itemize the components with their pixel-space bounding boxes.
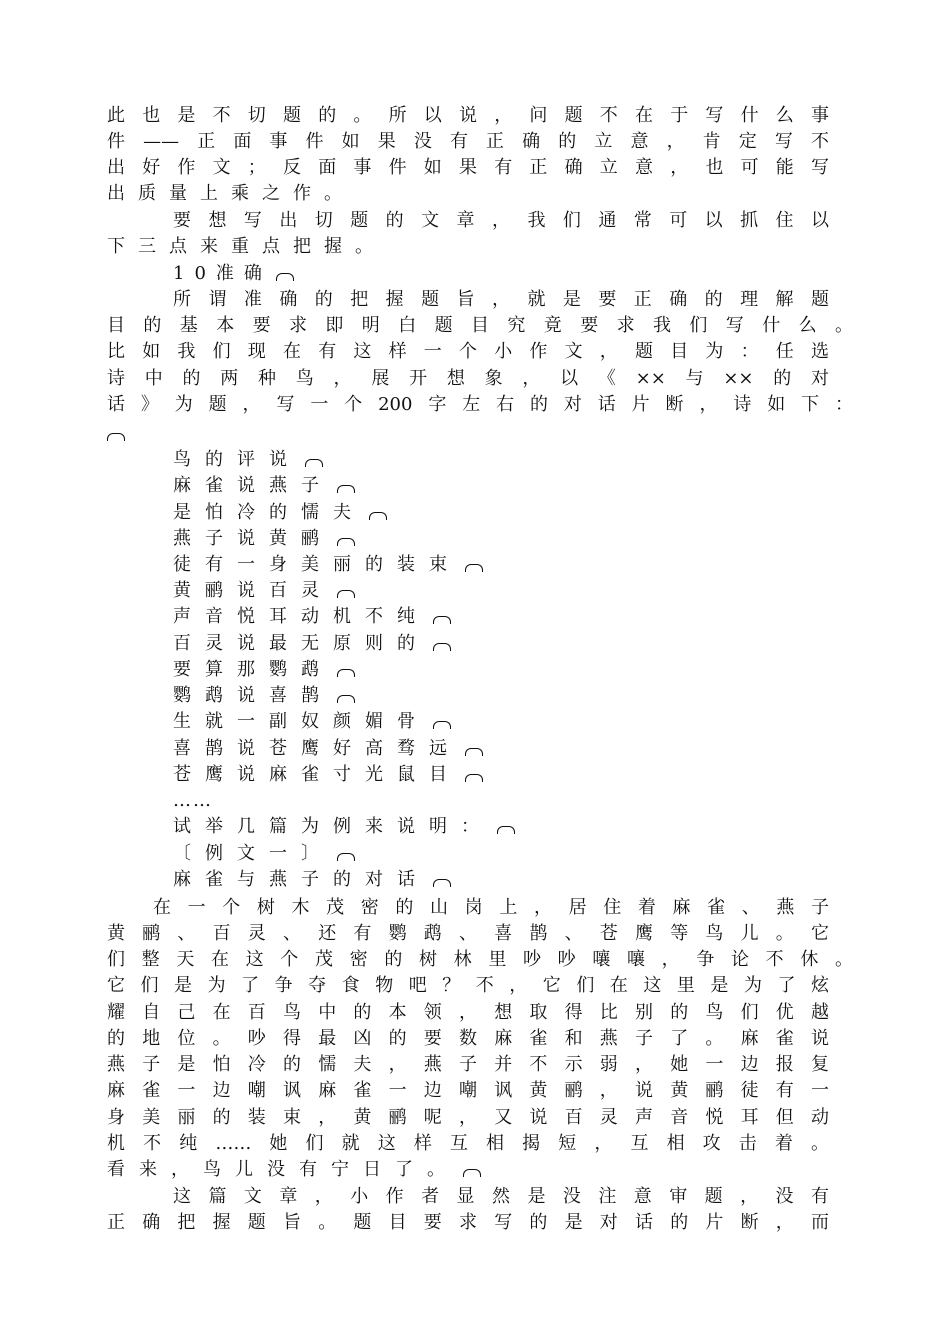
poem-text: 鸟的评说 <box>173 449 301 470</box>
poem-text: 生就一副奴颜媚骨 <box>173 711 429 732</box>
text-line: 目的基本要求即明白题目究竟要求我们写什么。 <box>107 315 853 336</box>
poem-line <box>173 500 387 526</box>
text-line: 正确把握题旨。题目要求写的是对话的片断，而 <box>107 1212 829 1233</box>
text-line: 的地位。吵得最凶的要数麻雀和燕子了。麻雀说 <box>107 1028 829 1049</box>
paragraph-mark-icon <box>337 485 355 493</box>
paragraph-mark-line <box>107 421 125 447</box>
poem-text: 声音悦耳动机不纯 <box>173 606 429 627</box>
text-line: 耀自己在百鸟中的本领，想取得比别的鸟们优越 <box>107 1002 829 1023</box>
text-line: 比如我们现在有这样一个小作文，题目为：任选 <box>107 341 829 362</box>
paragraph-mark-icon <box>433 721 451 729</box>
text-line: 它们是为了争夺食物吧？不，它们在这里是为了炫 <box>107 975 829 996</box>
poem-text: 是怕冷的懦夫 <box>173 502 365 523</box>
heading-text: 10准确 <box>173 263 272 284</box>
poem-text: 麻雀说燕子 <box>173 475 333 496</box>
poem-line <box>173 762 483 788</box>
poem-text: 鹦鹉说喜鹊 <box>173 685 333 706</box>
paragraph-mark-icon <box>107 433 125 441</box>
poem-text: 燕子说黄鹂 <box>173 528 333 549</box>
paragraph-mark-icon <box>337 853 355 861</box>
text-line: 们整天在这个茂密的树林里吵吵嚷嚷，争论不休。 <box>107 949 853 970</box>
poem-line <box>173 814 515 840</box>
paragraph-mark-icon <box>465 564 483 572</box>
poem-line <box>173 683 355 709</box>
poem-text: …… <box>173 790 213 811</box>
paragraph-mark-icon <box>433 616 451 624</box>
text-line: 机不纯……她们就这样互相揭短，互相攻击着。 <box>107 1133 829 1154</box>
paragraph-mark-icon <box>337 590 355 598</box>
paragraph-mark-icon <box>305 459 323 467</box>
poem-line <box>173 709 451 735</box>
text-line: 这篇文章，小作者显然是没注意审题，没有 <box>173 1186 829 1207</box>
paragraph-mark-icon <box>463 1169 481 1177</box>
line-text: 看来，鸟儿没有宁日了。 <box>107 1159 459 1180</box>
poem-line <box>173 657 355 683</box>
poem-line <box>173 552 483 578</box>
paragraph-mark-icon <box>433 879 451 887</box>
paragraph-mark-icon <box>276 273 294 281</box>
text-line: 件——正面事件如果没有正确的立意，肯定写不 <box>107 131 829 152</box>
poem-line <box>173 473 355 499</box>
paragraph-mark-icon <box>465 748 483 756</box>
text-line: 所谓准确的把握题旨，就是要正确的理解题 <box>173 289 829 310</box>
text-line: 下三点来重点把握。 <box>107 236 386 257</box>
poem-line <box>173 578 355 604</box>
text-line: 黄鹂、百灵、还有鹦鹉、喜鹊、苍鹰等鸟儿。它 <box>107 923 829 944</box>
poem-line <box>173 788 213 814</box>
paragraph-mark-icon <box>465 774 483 782</box>
poem-text: 〔例文一〕 <box>173 843 333 864</box>
poem-line <box>173 604 451 630</box>
text-line: 出好作文；反面事件如果有正确立意，也可能写 <box>107 157 829 178</box>
section-heading <box>173 261 294 287</box>
poem-text: 喜鹊说苍鹰好高骛远 <box>173 738 461 759</box>
poem-line <box>173 447 323 473</box>
paragraph-mark-icon <box>433 643 451 651</box>
text-line: 出质量上乘之作。 <box>107 183 355 204</box>
paragraph-mark-icon <box>497 826 515 834</box>
poem-text: 麻雀与燕子的对话 <box>173 869 429 890</box>
text-line: 身美丽的装束，黄鹂呢，又说百灵声音悦耳但动 <box>107 1107 829 1128</box>
text-line: 在一个树木茂密的山岗上，居住着麻雀、燕子 <box>153 897 829 918</box>
poem-line <box>173 631 451 657</box>
example-title <box>173 867 451 893</box>
poem-line <box>173 526 355 552</box>
poem-text: 黄鹂说百灵 <box>173 580 333 601</box>
paragraph-mark-icon <box>369 512 387 520</box>
paragraph-mark-icon <box>337 695 355 703</box>
text-line: 话》为题，写一个200字左右的对话片断，诗如下： <box>107 394 853 415</box>
text-line <box>107 1157 481 1183</box>
poem-text: 要算那鹦鹉 <box>173 659 333 680</box>
text-line: 诗中的两种鸟，展开想象，以《××与××的对 <box>107 368 829 389</box>
poem-text: 百灵说最无原则的 <box>173 633 429 654</box>
poem-line <box>173 736 483 762</box>
poem-text: 苍鹰说麻雀寸光鼠目 <box>173 764 461 785</box>
text-line: 要想写出切题的文章，我们通常可以抓住以 <box>173 210 829 231</box>
text-line: 麻雀一边嘲讽麻雀一边嘲讽黄鹂，说黄鹂徒有一 <box>107 1080 829 1101</box>
poem-text: 徒有一身美丽的装束 <box>173 554 461 575</box>
text-line: 燕子是怕冷的懦夫，燕子并不示弱，她一边报复 <box>107 1054 829 1075</box>
poem-line <box>173 841 355 867</box>
paragraph-mark-icon <box>337 669 355 677</box>
paragraph-mark-icon <box>337 538 355 546</box>
poem-text: 试举几篇为例来说明： <box>173 816 493 837</box>
text-line: 此也是不切题的。所以说，问题不在于写什么事 <box>107 105 829 126</box>
